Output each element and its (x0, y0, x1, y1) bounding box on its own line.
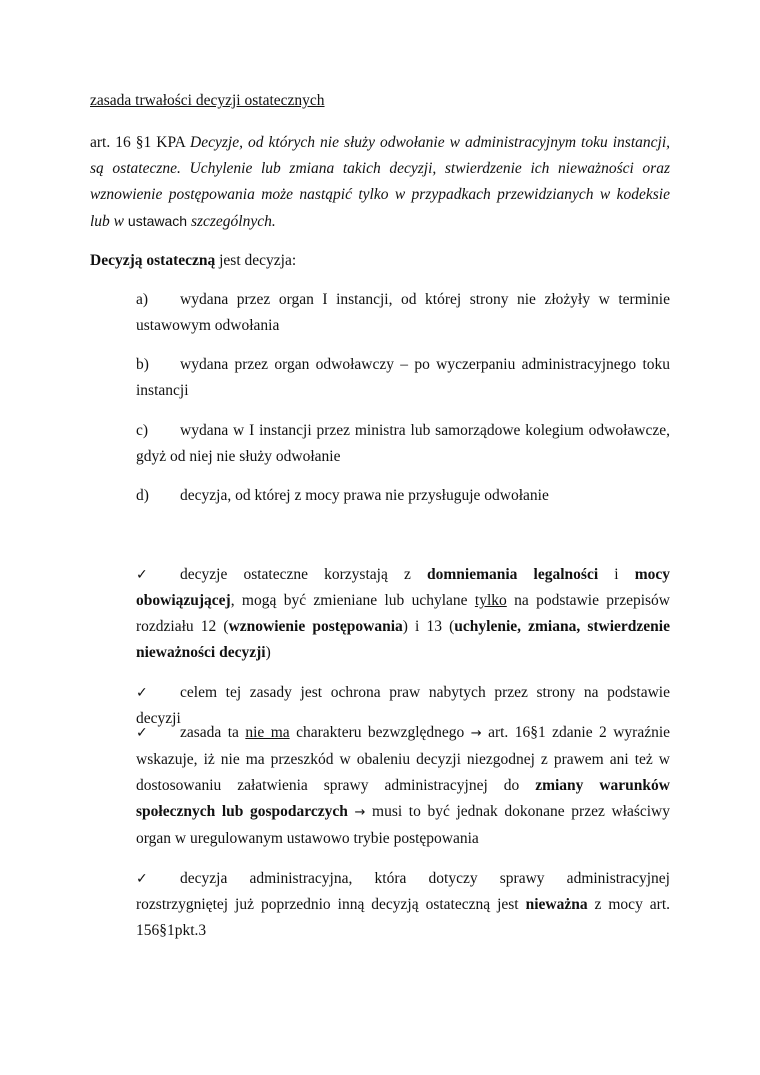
list-item (136, 352, 670, 404)
page-title: zasada trwałości decyzji ostatecznych (90, 92, 325, 109)
list-item-label: d) (136, 487, 149, 504)
definition-term: Decyzją ostateczną (90, 252, 216, 269)
arrow-right-icon: → (354, 805, 366, 820)
checkmark-icon: ✓ (136, 871, 148, 887)
article-reference: art. 16 §1 KPA (90, 134, 191, 151)
list-item-text: wydana przez organ I instancji, od której strony nie złożyły w terminie ustawowym odwołania (136, 291, 670, 334)
bullet-item: ✓ decyzje ostateczne korzystają z domniemania legalności i mocy obowiązującej, mogą być zmieniane lub uchylane tylko na podstawie przepisów rozdziału 12 (wznowienie postępowania) i 13 (uchylenie, zmiana, stwierdzenie nieważności decyzji) (136, 562, 670, 666)
list-item-text: wydana w I instancji przez ministra lub samorządowe kolegium odwoławcze, gdyż od niej nie służy odwołanie (136, 422, 670, 465)
definition-heading: Decyzją ostateczną jest decyzja: (90, 252, 297, 269)
bullet-item: ✓ celem tej zasady jest ochrona praw nabytych przez strony na podstawie decyzji (136, 680, 670, 732)
article-quote (90, 130, 670, 235)
list-item-label: a) (136, 291, 149, 308)
list-item (136, 287, 670, 339)
checkmark-icon: ✓ (136, 725, 148, 741)
checkmark-icon: ✓ (136, 567, 148, 583)
arrow-right-icon: → (470, 726, 482, 741)
list-item-label: c) (136, 422, 149, 439)
list-item (136, 483, 670, 509)
bullet-item: ✓ zasada ta nie ma charakteru bezwzględnego → art. 16§1 zdanie 2 wyraźnie wskazuje, iż nie ma przeszkód w obaleniu decyzji niezgodnej z prawem ani też w dostosowaniu załatwienia sprawy administracyjnej do zmiany warunków społecznych lub gospodarczych → musi to być jednak dokonane przez właściwy organ w uregulowanym ustawowo trybie postępowania (136, 720, 670, 852)
bullet-item: ✓ decyzja administracyjna, która dotyczy sprawy administracyjnej rozstrzygniętej już poprzednio inną decyzją ostateczną jest nieważna z mocy art. 156§1pkt.3 (136, 866, 670, 944)
list-item-text: decyzja, od której z mocy prawa nie przysługuje odwołanie (180, 487, 549, 504)
article-text: Decyzje, od których nie służy odwołanie w administracyjnym toku instancji, są ostateczne. Uchylenie lub zmiana takich decyzji, stwierdzenie ich nieważności oraz wznowienie postępowania może nastąpić tylko w przypadkach przewidzianych w kodeksie lub w ustawach szczególnych. (90, 134, 671, 230)
list-item-text: wydana przez organ odwoławczy – po wyczerpaniu administracyjnego toku instancji (136, 356, 670, 399)
checkmark-icon: ✓ (136, 685, 148, 701)
list-item (136, 418, 670, 470)
list-item-label: b) (136, 356, 149, 373)
